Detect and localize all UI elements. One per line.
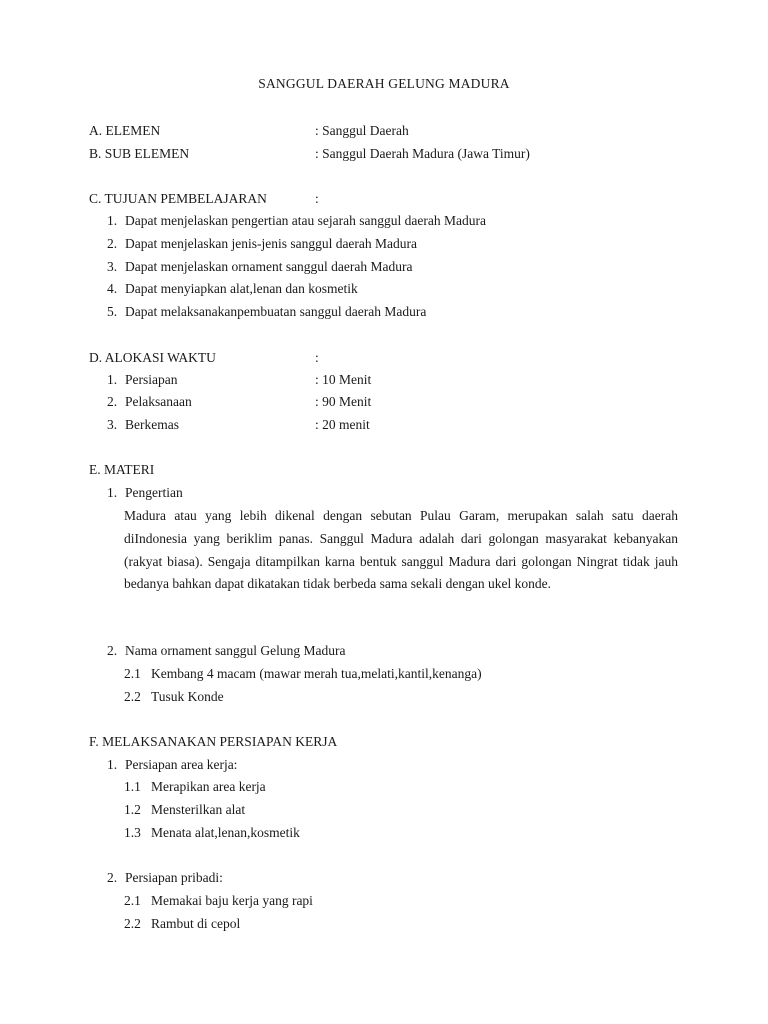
- list-number: 1.: [107, 372, 118, 387]
- list-text: Pengertian: [125, 485, 183, 500]
- list-text: Dapat melaksanakanpembuatan sanggul daerah Madura: [125, 304, 427, 319]
- list-text: Dapat menjelaskan pengertian atau sejarah sanggul daerah Madura: [125, 213, 486, 228]
- list-text: Mensterilkan alat: [151, 802, 246, 817]
- list-number: 2.1: [124, 893, 141, 908]
- document-title: SANGGUL DAERAH GELUNG MADURA: [258, 76, 510, 91]
- list-number: 3.: [107, 417, 118, 432]
- sub-elemen-label: B. SUB ELEMEN: [89, 146, 190, 161]
- list-number: 2.: [107, 394, 118, 409]
- list-number: 5.: [107, 304, 118, 319]
- list-text: Berkemas: [125, 417, 179, 432]
- list-number: 2.: [107, 870, 118, 885]
- list-number: 1.3: [124, 825, 141, 840]
- duration-value: : 20 menit: [315, 417, 370, 432]
- alokasi-colon: :: [315, 350, 319, 365]
- elemen-value: : Sanggul Daerah: [315, 123, 409, 138]
- list-number: 2.2: [124, 689, 141, 704]
- list-text: Persiapan pribadi:: [125, 870, 223, 885]
- list-number: 1.1: [124, 779, 141, 794]
- list-number: 1.: [107, 213, 118, 228]
- tujuan-label: C. TUJUAN PEMBELAJARAN: [89, 191, 267, 206]
- list-number: 2.: [107, 643, 118, 658]
- list-text: Dapat menjelaskan jenis-jenis sanggul daerah Madura: [125, 236, 418, 251]
- alokasi-label: D. ALOKASI WAKTU: [89, 350, 216, 365]
- list-number: 3.: [107, 259, 118, 274]
- duration-value: : 90 Menit: [315, 394, 372, 409]
- list-text: Persiapan area kerja:: [125, 757, 238, 772]
- list-number: 2.: [107, 236, 118, 251]
- list-text: Merapikan area kerja: [151, 779, 266, 794]
- list-number: 2.2: [124, 916, 141, 931]
- list-text: Persiapan: [125, 372, 178, 387]
- list-number: 1.2: [124, 802, 141, 817]
- sub-elemen-value: : Sanggul Daerah Madura (Jawa Timur): [315, 146, 530, 161]
- duration-value: : 10 Menit: [315, 372, 372, 387]
- list-number: 2.1: [124, 666, 141, 681]
- materi-label: E. MATERI: [89, 462, 155, 477]
- list-text: Menata alat,lenan,kosmetik: [151, 825, 300, 840]
- persiapan-kerja-label: F. MELAKSANAKAN PERSIAPAN KERJA: [89, 734, 338, 749]
- list-text: Tusuk Konde: [151, 689, 224, 704]
- list-text: Dapat menyiapkan alat,lenan dan kosmetik: [125, 281, 358, 296]
- list-text: Kembang 4 macam (mawar merah tua,melati,kantil,kenanga): [151, 666, 482, 681]
- list-number: 1.: [107, 485, 118, 500]
- pengertian-paragraph: Madura atau yang lebih dikenal dengan sebutan Pulau Garam, merupakan salah satu daerah diIndonesia yang beriklim panas. Sanggul Madura adalah dari golongan masyarakat kebanyakan (rakyat biasa). Sengaja ditampilkan karna bentuk sanggul Madura dari golongan Ningrat tidak jauh bedanya bahkan dapat dikatakan tidak berbeda sama sekali dengan ukel konde.: [124, 508, 678, 592]
- elemen-label: A. ELEMEN: [89, 123, 161, 138]
- list-number: 4.: [107, 281, 118, 296]
- tujuan-colon: :: [315, 191, 319, 206]
- list-text: Rambut di cepol: [151, 916, 241, 931]
- list-text: Dapat menjelaskan ornament sanggul daerah Madura: [125, 259, 413, 274]
- list-text: Pelaksanaan: [125, 394, 192, 409]
- list-number: 1.: [107, 757, 118, 772]
- list-text: Nama ornament sanggul Gelung Madura: [125, 643, 346, 658]
- list-text: Memakai baju kerja yang rapi: [151, 893, 313, 908]
